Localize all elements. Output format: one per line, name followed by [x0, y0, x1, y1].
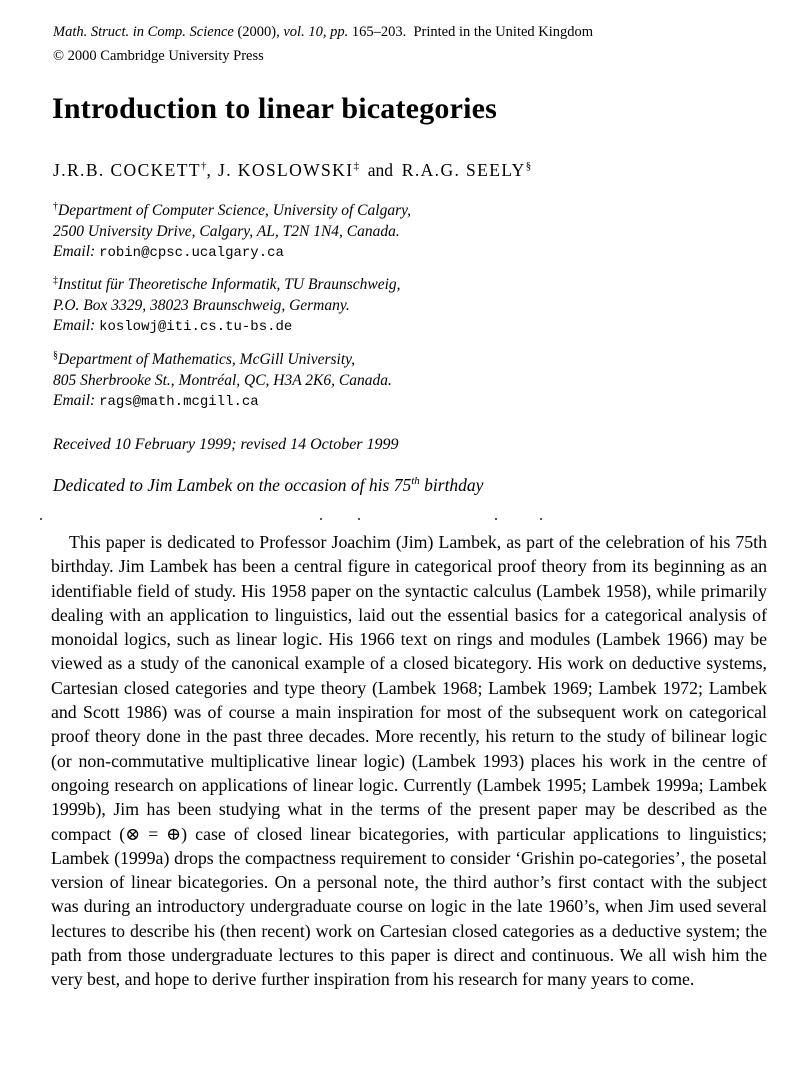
email-address: robin@cpsc.ucalgary.ca — [99, 245, 284, 262]
affiliation-mark: § — [53, 350, 58, 361]
author-seely: R.A.G. SEELY — [401, 160, 526, 180]
email-address: koslowj@iti.cs.tu-bs.de — [99, 319, 293, 336]
affiliation-address: 805 Sherbrooke St., Montréal, QC, H3A 2K6, Canada. — [53, 371, 392, 389]
journal-name: Math. Struct. in Comp. Science — [53, 24, 234, 40]
affiliation-mcgill — [53, 346, 392, 413]
journal-citation-line — [53, 24, 593, 41]
affiliation-address: P.O. Box 3329, 38023 Braunschweig, Germany. — [53, 296, 350, 314]
author-separator: , — [206, 160, 219, 180]
author-conjunction: and — [367, 160, 393, 180]
dedication — [53, 475, 483, 496]
affiliation-braunschweig — [53, 271, 401, 338]
email-label: Email: — [53, 317, 96, 335]
author-list — [53, 160, 531, 181]
abstract-paragraph: This paper is dedicated to Professor Joachim (Jim) Lambek, as part of the celebration of his 75th birthday. Jim Lambek has been a central figure in categorical proof theory from its beginning as an identifiable field of study. His 1958 paper on the syntactic calculus (Lambek 1958), while primarily dealing with an application to linguistics, laid out the essential basics for a categorical analysis of monoidal logics, such as linear logic. His 1966 text on rings and modules (Lambek 1966) may be viewed as a study of the canonical example of a closed bicategory. His work on deductive systems, Cartesian closed categories and type theory (Lambek 1968; Lambek 1969; Lambek 1972; Lambek and Scott 1986) was of course a main inspiration for most of the subsequent work on categorical proof theory done in the past three decades. More recently, his return to the study of bilinear logic (or non-commutative multiplicative linear logic) (Lambek 1993) places his work in the centre of ongoing research on applications of linear logic. Currently (Lambek 1995; Lambek 1999a; Lambek 1999b), Jim has been studying what in the terms of the present paper may be described as the compact (⊗ = ⊕) case of closed linear bicategories, with particular applications to linguistics; Lambek (1999a) drops the compactness requirement to consider ‘Grishin po-categories’, the posetal version of linear bicategories. On a personal note, the third author’s first contact with the subject was during an introductory undergraduate course on logic in the late 1960’s, when Jim used several lectures to describe his (then recent) work on Cartesian closed categories as a deductive system; the path from those undergraduate lectures to this paper is direct and continuous. We all wish him the very best, and hope to derive further inspiration from his research for many years to come. — [51, 532, 767, 990]
affiliation-mark: † — [53, 201, 58, 212]
author-mark-double-dagger: ‡ — [353, 160, 359, 173]
author-cockett: J.R.B. COCKETT — [53, 160, 201, 180]
affiliation-line: Institut für Theoretische Informatik, TU Braunschweig, — [58, 276, 401, 294]
dedication-end: birthday — [419, 475, 484, 495]
affiliation-mark: ‡ — [53, 275, 58, 286]
author-mark-dagger: † — [200, 160, 207, 173]
email-label: Email: — [53, 392, 96, 410]
author-koslowski: J. KOSLOWSKI — [218, 160, 354, 180]
scan-artifact-dots — [40, 518, 560, 522]
received-dates: Received 10 February 1999; revised 14 October 1999 — [53, 436, 399, 453]
affiliation-calgary — [53, 197, 411, 264]
email-label: Email: — [53, 243, 96, 261]
affiliation-line: Department of Mathematics, McGill University, — [58, 351, 356, 369]
affiliation-address: 2500 University Drive, Calgary, AL, T2N 1N4, Canada. — [53, 222, 400, 240]
author-mark-section: § — [525, 160, 532, 173]
printed-note: Printed in the United Kingdom — [413, 24, 594, 40]
journal-volume: vol. 10, pp. — [283, 24, 349, 40]
paper-title: Introduction to linear bicategories — [52, 92, 498, 125]
dedication-text: Dedicated to Jim Lambek on the occasion of his 75 — [53, 475, 412, 495]
dedication-ordinal: th — [411, 475, 420, 488]
journal-pages: 165–203. — [351, 24, 407, 40]
affiliation-line: Department of Computer Science, University of Calgary, — [58, 202, 411, 220]
journal-year: (2000), — [237, 24, 280, 40]
email-address: rags@math.mcgill.ca — [99, 394, 259, 411]
copyright-line: © 2000 Cambridge University Press — [53, 48, 264, 64]
